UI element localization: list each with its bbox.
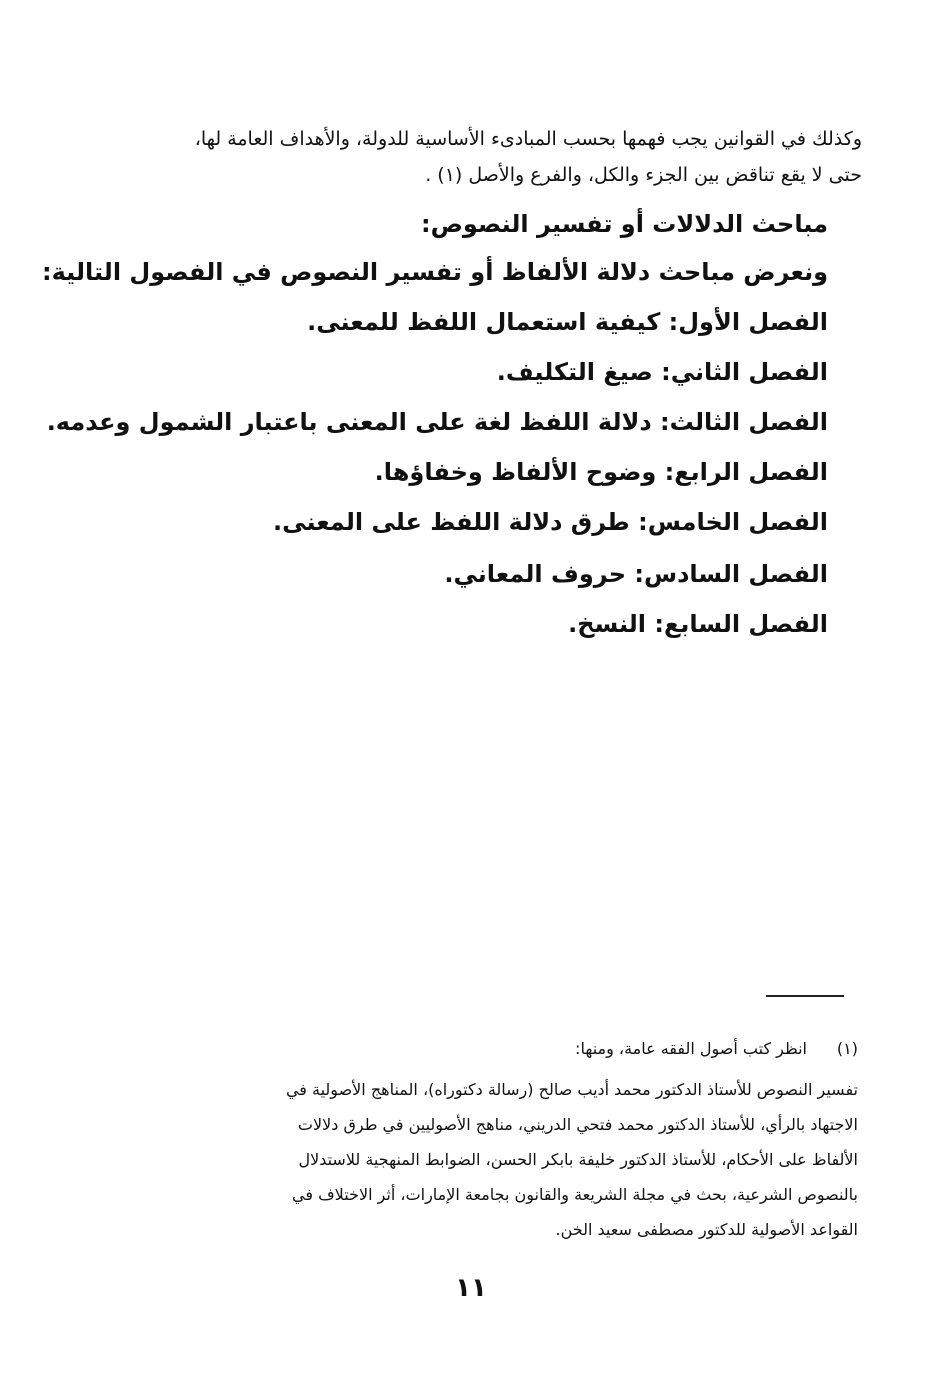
footnote-separator [766,995,844,997]
footnote-line: الألفاظ على الأحكام، للأستاذ الدكتور خليفة بابكر الحسن، الضوابط المنهجية للاستدلال [298,1150,858,1169]
chapter-6: الفصل السادس: حروف المعاني. [444,560,828,588]
footnote-number: (١) [836,1039,858,1058]
chapter-4: الفصل الرابع: وضوح الألفاظ وخفاؤها. [374,458,828,486]
chapter-1: الفصل الأول: كيفية استعمال اللفظ للمعنى. [307,308,828,336]
section-heading: مباحث الدلالات أو تفسير النصوص: [421,210,828,238]
chapter-3: الفصل الثالث: دلالة اللفظ لغة على المعنى باعتبار الشمول وعدمه. [46,408,828,436]
footnote-line: تفسير النصوص للأستاذ الدكتور محمد أديب صالح (رسالة دكتوراه)، المناهج الأصولية في [285,1080,858,1099]
intro-sentence: ونعرض مباحث دلالة الألفاظ أو تفسير النصوص في الفصول التالية: [42,258,828,286]
intro-line-2: حتى لا يقع تناقض بين الجزء والكل، والفرع والأصل (١) . [425,164,862,186]
footnote-line: بالنصوص الشرعية، بحث في مجلة الشريعة والقانون بجامعة الإمارات، أثر الاختلاف في [292,1185,858,1204]
chapter-5: الفصل الخامس: طرق دلالة اللفظ على المعنى. [273,508,828,536]
intro-line-1: وكذلك في القوانين يجب فهمها بحسب المبادىء الأساسية للدولة، والأهداف العامة لها، [194,128,862,150]
footnote-heading: انظر كتب أصول الفقه عامة، ومنها: [575,1039,807,1058]
footnote-line: القواعد الأصولية للدكتور مصطفى سعيد الخن. [555,1220,858,1239]
chapter-2: الفصل الثاني: صيغ التكليف. [496,358,828,386]
page-number: ١١ [455,1273,487,1303]
chapter-7: الفصل السابع: النسخ. [568,610,828,638]
footnote-line: الاجتهاد بالرأي، للأستاذ الدكتور محمد فتحي الدريني، مناهج الأصوليين في طرق دلالات [297,1115,858,1134]
